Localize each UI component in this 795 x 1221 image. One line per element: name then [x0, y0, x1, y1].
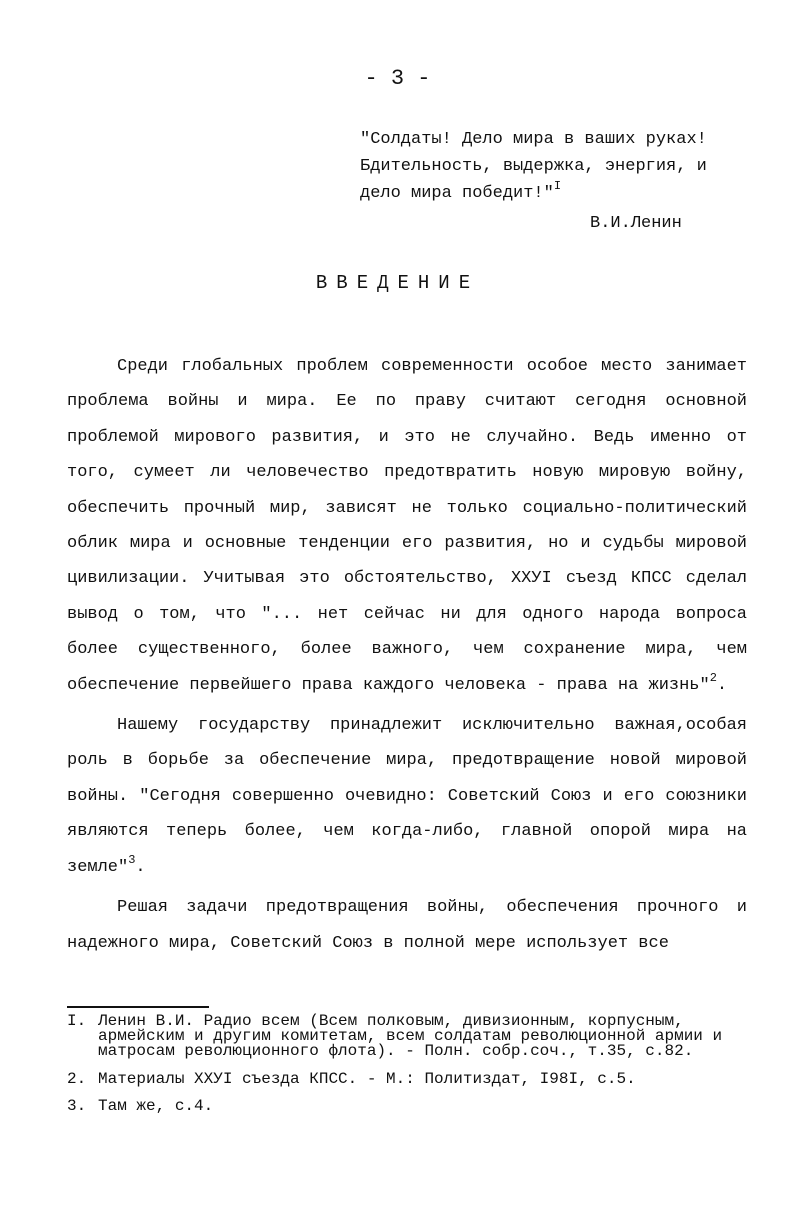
- epigraph-line: [360, 180, 760, 207]
- paragraph: [67, 349, 747, 703]
- paragraph-text: Среди глобальных проблем современности особое место занимает проблема войны и мира. Ее по праву считают сегодня основной проблемой мирового развития, и это не случайно. Ведь именно от того, сумеет ли человечество предотвратить новую мировую войну, обеспечить прочный мир, зависят не только социально-политический облик мира и основные тенденции его развития, но и судьбы мировой цивилизации. Учитывая это обстоятельство, ХХУI съезд КПСС сделал вывод о том, что "... нет сейчас ни для одного народа вопроса более существенного, более важного, чем сохранение мира, чем обеспечение первейшего права каждого человека - права на жизнь": [67, 357, 747, 695]
- paragraph-end: .: [135, 857, 146, 877]
- paragraph-end: .: [716, 675, 728, 695]
- page-number: - 3 -: [364, 66, 431, 91]
- epigraph-line-text: дело мира победит!": [360, 184, 554, 203]
- epigraph-line: Бдительность, выдержка, энергия, и: [360, 157, 707, 176]
- footnote-number: 2.: [67, 1070, 87, 1088]
- footnote: [67, 1096, 747, 1117]
- epigraph: [360, 126, 760, 237]
- epigraph-line: "Солдаты! Дело мира в ваших руках!: [360, 130, 707, 149]
- footnote: [67, 1069, 747, 1090]
- footnote-number: 3.: [67, 1097, 87, 1115]
- footnote: [67, 1014, 747, 1059]
- footnote-text: Материалы ХХУI съезда КПСС. - М.: Политиздат, I98I, с.5.: [98, 1070, 636, 1088]
- footnotes: [67, 1014, 747, 1123]
- body-text: [67, 349, 747, 966]
- footnote-text: Ленин В.И. Радио всем (Всем полковым, дивизионным, корпусным, армейским и другим комитетам, всем солдатам революционной армии и матросам революционного флота). - Полн. собр.соч., т.35, с.82.: [98, 1012, 723, 1060]
- epigraph-footnote-ref: I: [553, 179, 562, 193]
- paragraph: [67, 708, 747, 885]
- paragraph: [67, 890, 747, 961]
- footnote-ref: 2: [709, 670, 717, 685]
- paragraph-text: Нашему государству принадлежит исключительно важная,особая роль в борьбе за обеспечение мира, предотвращение новой мировой войны. "Сегодня совершенно очевидно: Советский Союз и его союзники являются теперь более, чем когда-либо, главной опорой мира на земле": [67, 716, 747, 877]
- section-heading: ВВЕДЕНИЕ: [315, 272, 480, 294]
- footnote-text: Там же, с.4.: [98, 1097, 214, 1115]
- paragraph-text: Решая задачи предотвращения войны, обеспечения прочного и надежного мира, Советский Союз в полной мере использует все: [67, 898, 747, 953]
- footnote-divider: [67, 1006, 209, 1008]
- footnote-number: I.: [67, 1012, 87, 1030]
- epigraph-author: В.И.Ленин: [590, 214, 682, 233]
- footnote-ref: 3: [128, 852, 136, 867]
